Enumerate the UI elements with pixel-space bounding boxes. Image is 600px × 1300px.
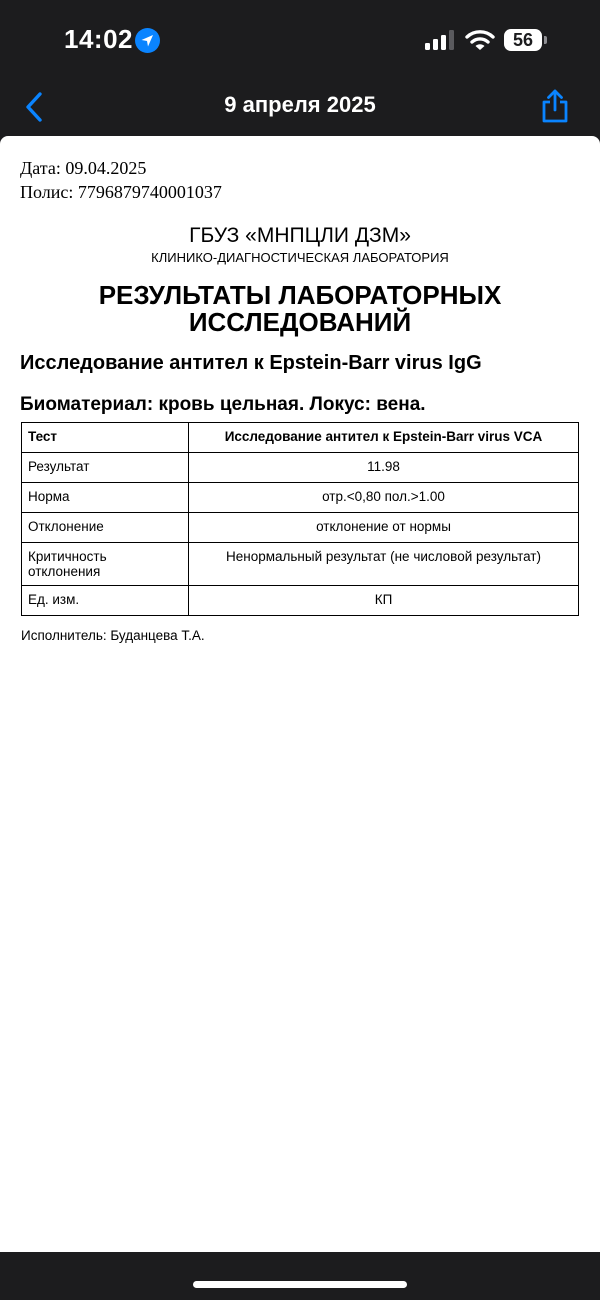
executor-line: Исполнитель: Буданцева Т.А.: [21, 628, 205, 643]
table-header-value: Исследование антител к Epstein-Barr virus VCA: [189, 423, 579, 453]
battery-cap-icon: [544, 36, 547, 44]
row-value: отклонение от нормы: [189, 513, 579, 543]
row-value: 11.98: [189, 453, 579, 483]
biomaterial-line: Биоматериал: кровь цельная. Локус: вена.: [20, 394, 426, 415]
row-value: отр.<0,80 пол.>1.00: [189, 483, 579, 513]
home-indicator[interactable]: [193, 1281, 407, 1288]
share-icon[interactable]: [540, 88, 570, 124]
table-row: [22, 483, 579, 513]
row-label: [22, 543, 189, 586]
report-title-line-1: РЕЗУЛЬТАТЫ ЛАБОРАТОРНЫХ: [98, 280, 502, 310]
row-value: Ненормальный результат (не числовой результат): [189, 543, 579, 586]
row-label-line-1: Критичность: [28, 549, 107, 564]
row-label: Отклонение: [22, 513, 189, 543]
document-page[interactable]: [0, 136, 600, 1252]
table-row: [22, 543, 579, 586]
row-label: Результат: [22, 453, 189, 483]
row-label-line-2: отклонения: [28, 564, 101, 579]
wifi-icon: [465, 28, 495, 52]
row-value: КП: [189, 586, 579, 616]
nav-title: 9 апреля 2025: [224, 92, 376, 117]
battery-indicator: 56: [504, 29, 542, 51]
location-arrow-icon: [135, 28, 160, 53]
status-bar: [0, 0, 600, 80]
nav-bar: [0, 80, 600, 136]
row-label: Ед. изм.: [22, 586, 189, 616]
table-row: [22, 453, 579, 483]
date-line: Дата: 09.04.2025: [20, 158, 147, 178]
org-name: ГБУЗ «МНПЦЛИ ДЗМ»: [189, 224, 411, 247]
table-row: [22, 586, 579, 616]
status-time: 14:02: [64, 24, 133, 54]
org-subtitle: КЛИНИКО-ДИАГНОСТИЧЕСКАЯ ЛАБОРАТОРИЯ: [151, 250, 449, 265]
table-header-row: [22, 423, 579, 453]
cellular-signal-icon: [425, 30, 457, 50]
results-table: [21, 422, 579, 616]
policy-line: Полис: 7796879740001037: [20, 182, 222, 202]
table-header-label: Тест: [22, 423, 189, 453]
report-title: [40, 282, 560, 336]
table-row: [22, 513, 579, 543]
row-label: Норма: [22, 483, 189, 513]
report-title-line-2: ИССЛЕДОВАНИЙ: [188, 307, 412, 337]
study-title: Исследование антител к Epstein-Barr virus IgG: [20, 352, 482, 374]
